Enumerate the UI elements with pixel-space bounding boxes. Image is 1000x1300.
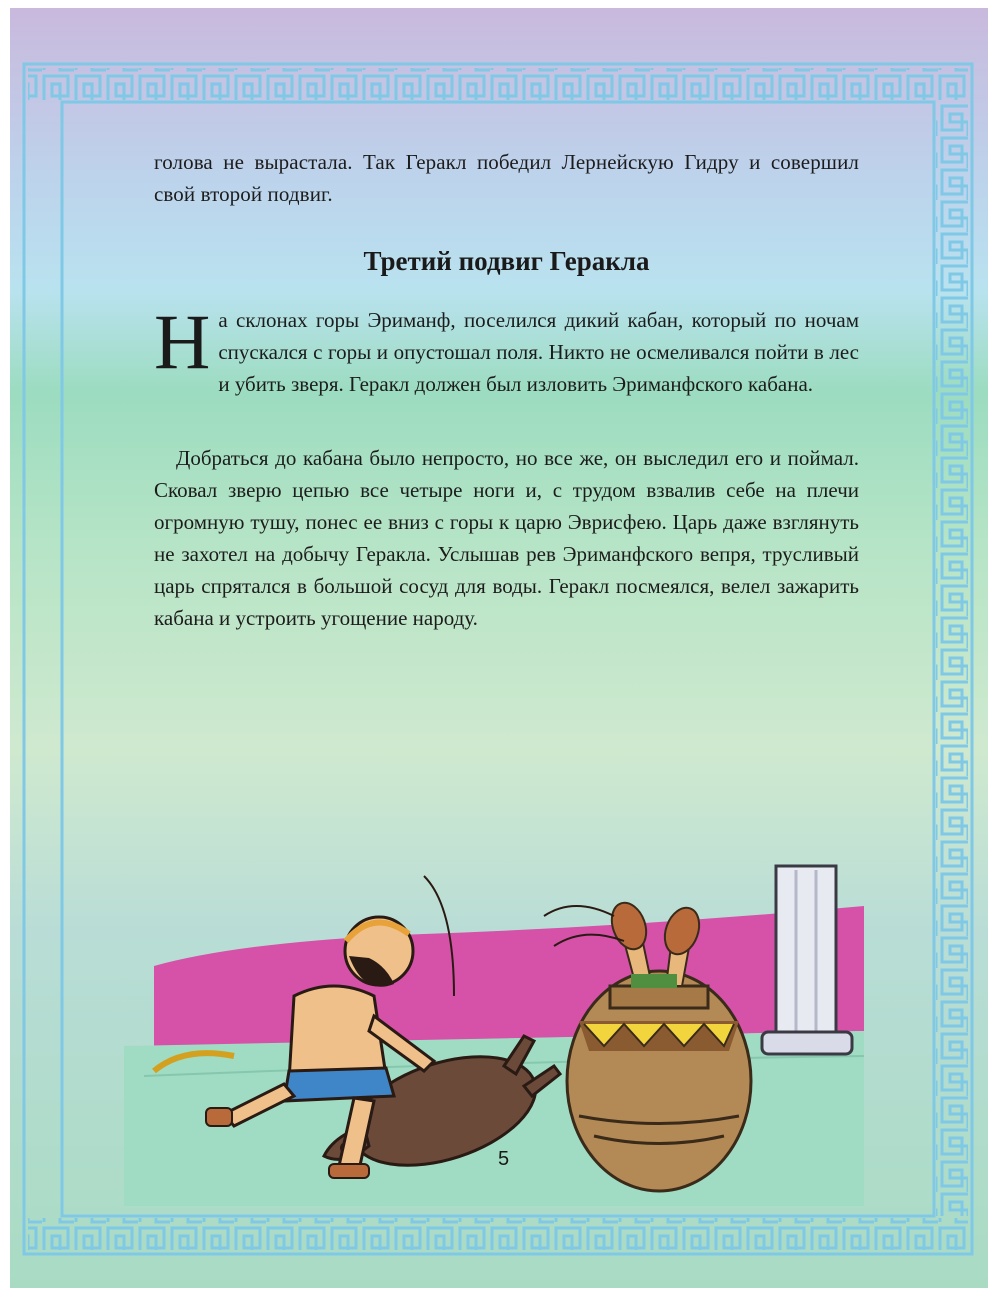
paragraph-2: Добраться до кабана было непросто, но все же, он выследил его и поймал. Сковал зверю цепью все четыре ноги и, с трудом взвалив себе на плечи огромную тушу, понес ее вниз с горы к царю Эврисфею. Царь даже взглянуть не захотел на добычу Геракла. Услышав рев Эриманфского вепря, трусливый царь спрятался в большой сосуд для воды. Геракл посмеялся, велел зажарить кабана и устроить угощение народу. [154, 446, 859, 630]
previous-paragraph-text: голова не вырастала. Так Геракл победил Лернейскую Гидру и совершил свой второй подвиг. [154, 150, 859, 206]
chapter-title: Третий подвиг Геракла [363, 246, 650, 276]
paragraph-1 [154, 298, 859, 400]
paragraph-1-text: а склонах горы Эриманф, поселился дикий кабан, который по ночам спускался с горы и опустошал поля. Никто не осмеливался пойти в лес и убить зверя. Геракл должен был изловить Эриманфского кабана. [218, 308, 859, 396]
page-number: 5 [498, 1148, 510, 1170]
book-page [10, 8, 988, 1288]
previous-paragraph [154, 146, 859, 210]
drop-cap: Н [154, 298, 211, 385]
